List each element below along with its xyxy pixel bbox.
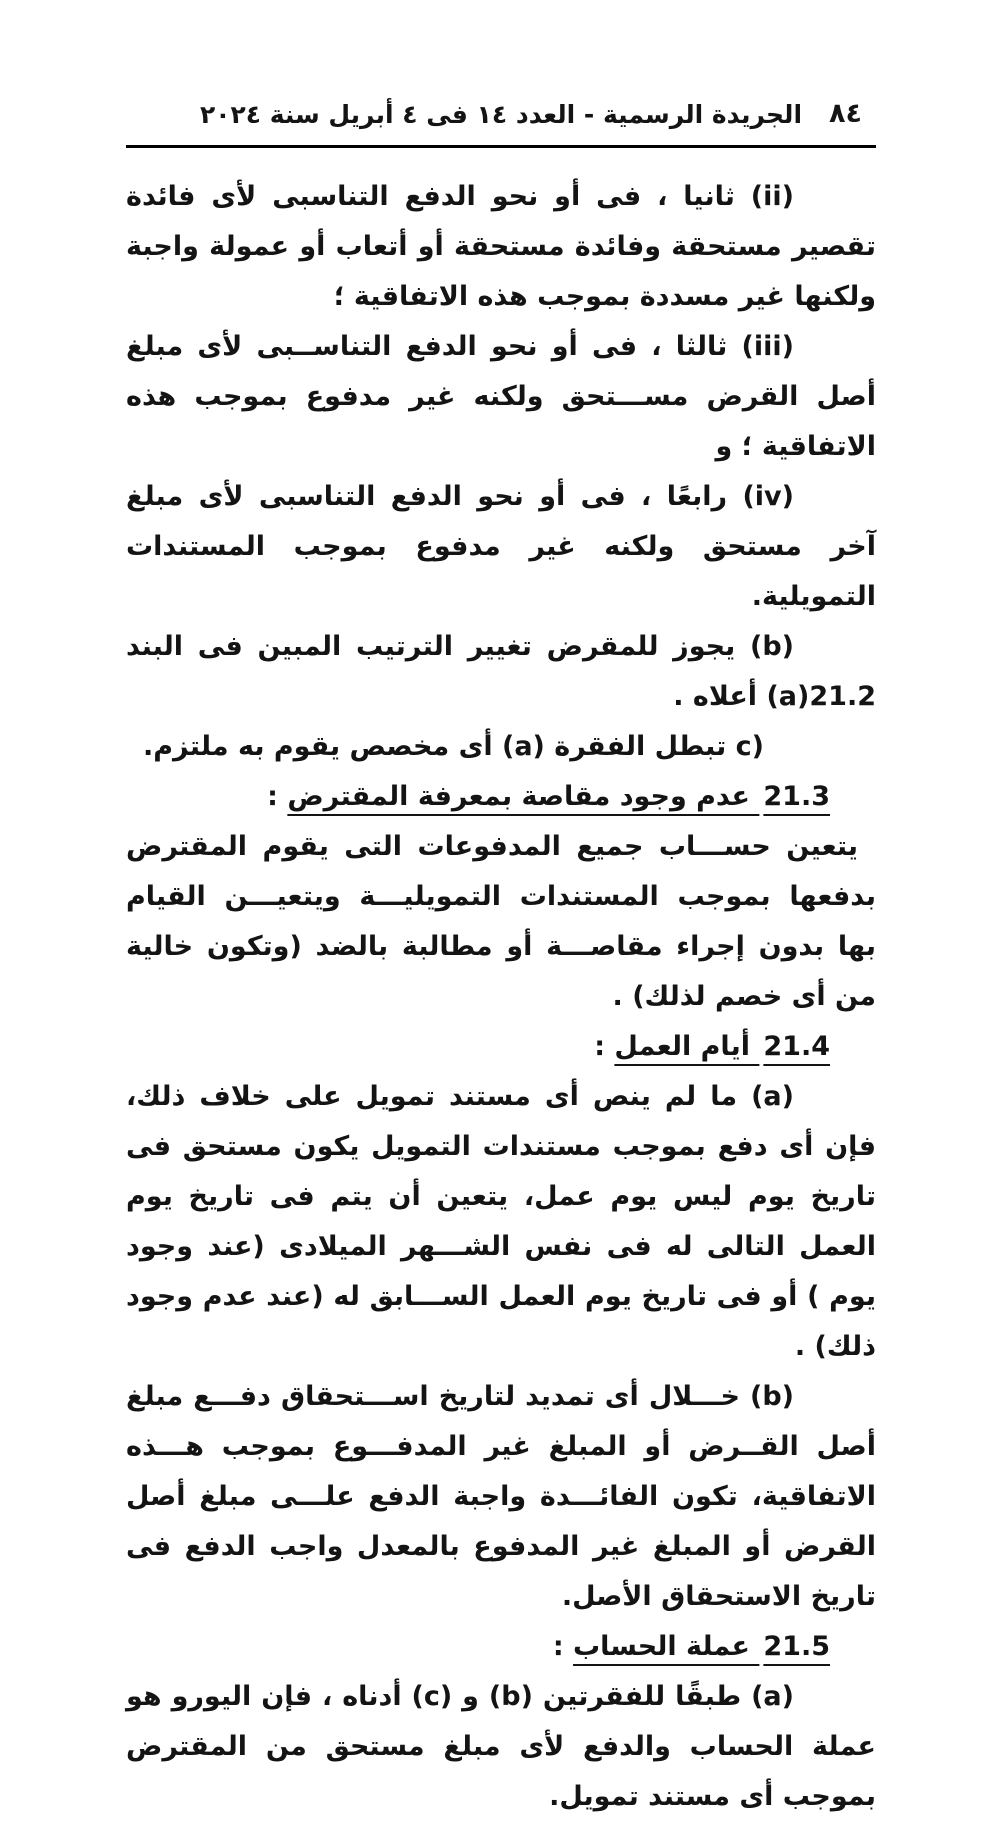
paragraph-clause-b: (b) يجوز للمقرض تغيير الترتيب المبين فى البند 21.2(a) أعلاه . — [126, 631, 876, 712]
section-title-21-4: أيام العمل — [614, 1031, 750, 1062]
section-heading-21-3-colon: : — [267, 781, 288, 812]
section-heading-21-3-underline — [287, 781, 830, 812]
section-heading-21-4-underline — [614, 1031, 830, 1062]
section-heading-21-5 — [126, 1622, 876, 1672]
section-heading-21-4-colon: : — [594, 1031, 615, 1062]
paragraph-21-5-clause-a: (a) طبقًا للفقرتين (b) و (c) أدناه ، فإن اليورو هو عملة الحساب والدفع لأى مبلغ مستحق من المقترض بموجب أى مستند تمويل. — [126, 1681, 876, 1812]
section-heading-21-3 — [126, 772, 876, 822]
section-body-21-3: يتعين حســـاب جميع المدفوعات التى يقوم المقترض بدفعها بموجب المستندات التمويليـــة ويتعيـــن القيام بها بدون إجراء مقاصـــة أو مطالبة بالضد (وتكون خالية من أى خصم لذلك) . — [126, 831, 876, 1012]
section-title-21-3: عدم وجود مقاصة بمعرفة المقترض — [287, 781, 750, 812]
paragraph-clause-iv: (iv) رابعًا ، فى أو نحو الدفع التناسبى لأى مبلغ آخر مستحق ولكنه غير مدفوع بموجب المستندات التمويلية. — [126, 481, 876, 612]
section-number-21-3: 21.3 — [763, 781, 830, 812]
gazette-header-title: الجريدة الرسمية - العدد ١٤ فى ٤ أبريل سنة ٢٠٢٤ — [199, 100, 803, 129]
section-title-21-5: عملة الحساب — [573, 1631, 750, 1662]
section-heading-21-5-colon: : — [552, 1631, 574, 1662]
document-body — [126, 172, 876, 1822]
page-header — [126, 100, 876, 148]
paragraph-clause-c: c)‎ تبطل الفقرة (a) أى مخصص يقوم به ملتزم. — [142, 731, 764, 762]
section-number-21-5: 21.5 — [763, 1631, 830, 1662]
paragraph-21-4-clause-b: (b) خـــلال أى تمديد لتاريخ اســـتحقاق دفـــع مبلغ أصل القــرض أو المبلغ غير المدفـــوع بموجب هـــذه الاتفاقية، تكون الفائـــدة واجبة الدفع علـــى مبلغ أصل القرض أو المبلغ غير المدفوع بالمعدل واجب الدفع فى تاريخ الاستحقاق الأصل. — [126, 1381, 876, 1612]
page-number: ٨٤ — [829, 98, 862, 129]
section-number-21-4: 21.4 — [763, 1031, 830, 1062]
section-heading-21-4 — [126, 1022, 876, 1072]
paragraph-21-4-clause-a: (a) ما لم ينص أى مستند تمويل على خلاف ذلك، فإن أى دفع بموجب مستندات التمويل يكون مستحق فى تاريخ يوم ليس يوم عمل، يتعين أن يتم فى تاريخ يوم العمل التالى له فى نفس الشـــهر الميلادى (عند وجود يوم ) أو فى تاريخ يوم العمل الســـابق له (عند عدم وجود ذلك) . — [126, 1081, 876, 1362]
section-heading-21-5-underline — [573, 1631, 830, 1662]
paragraph-clause-iii: (iii) ثالثا ، فى أو نحو الدفع التناســبى لأى مبلغ أصل القرض مســـتحق ولكنه غير مدفوع بموجب هذه الاتفاقية ؛ و — [126, 331, 876, 462]
paragraph-clause-ii: (ii) ثانيا ، فى أو نحو الدفع التناسبى لأى فائدة تقصير مستحقة وفائدة مستحقة أو أتعاب أو عمولة واجبة ولكنها غير مسددة بموجب هذه الاتفاقية ؛ — [126, 181, 876, 312]
